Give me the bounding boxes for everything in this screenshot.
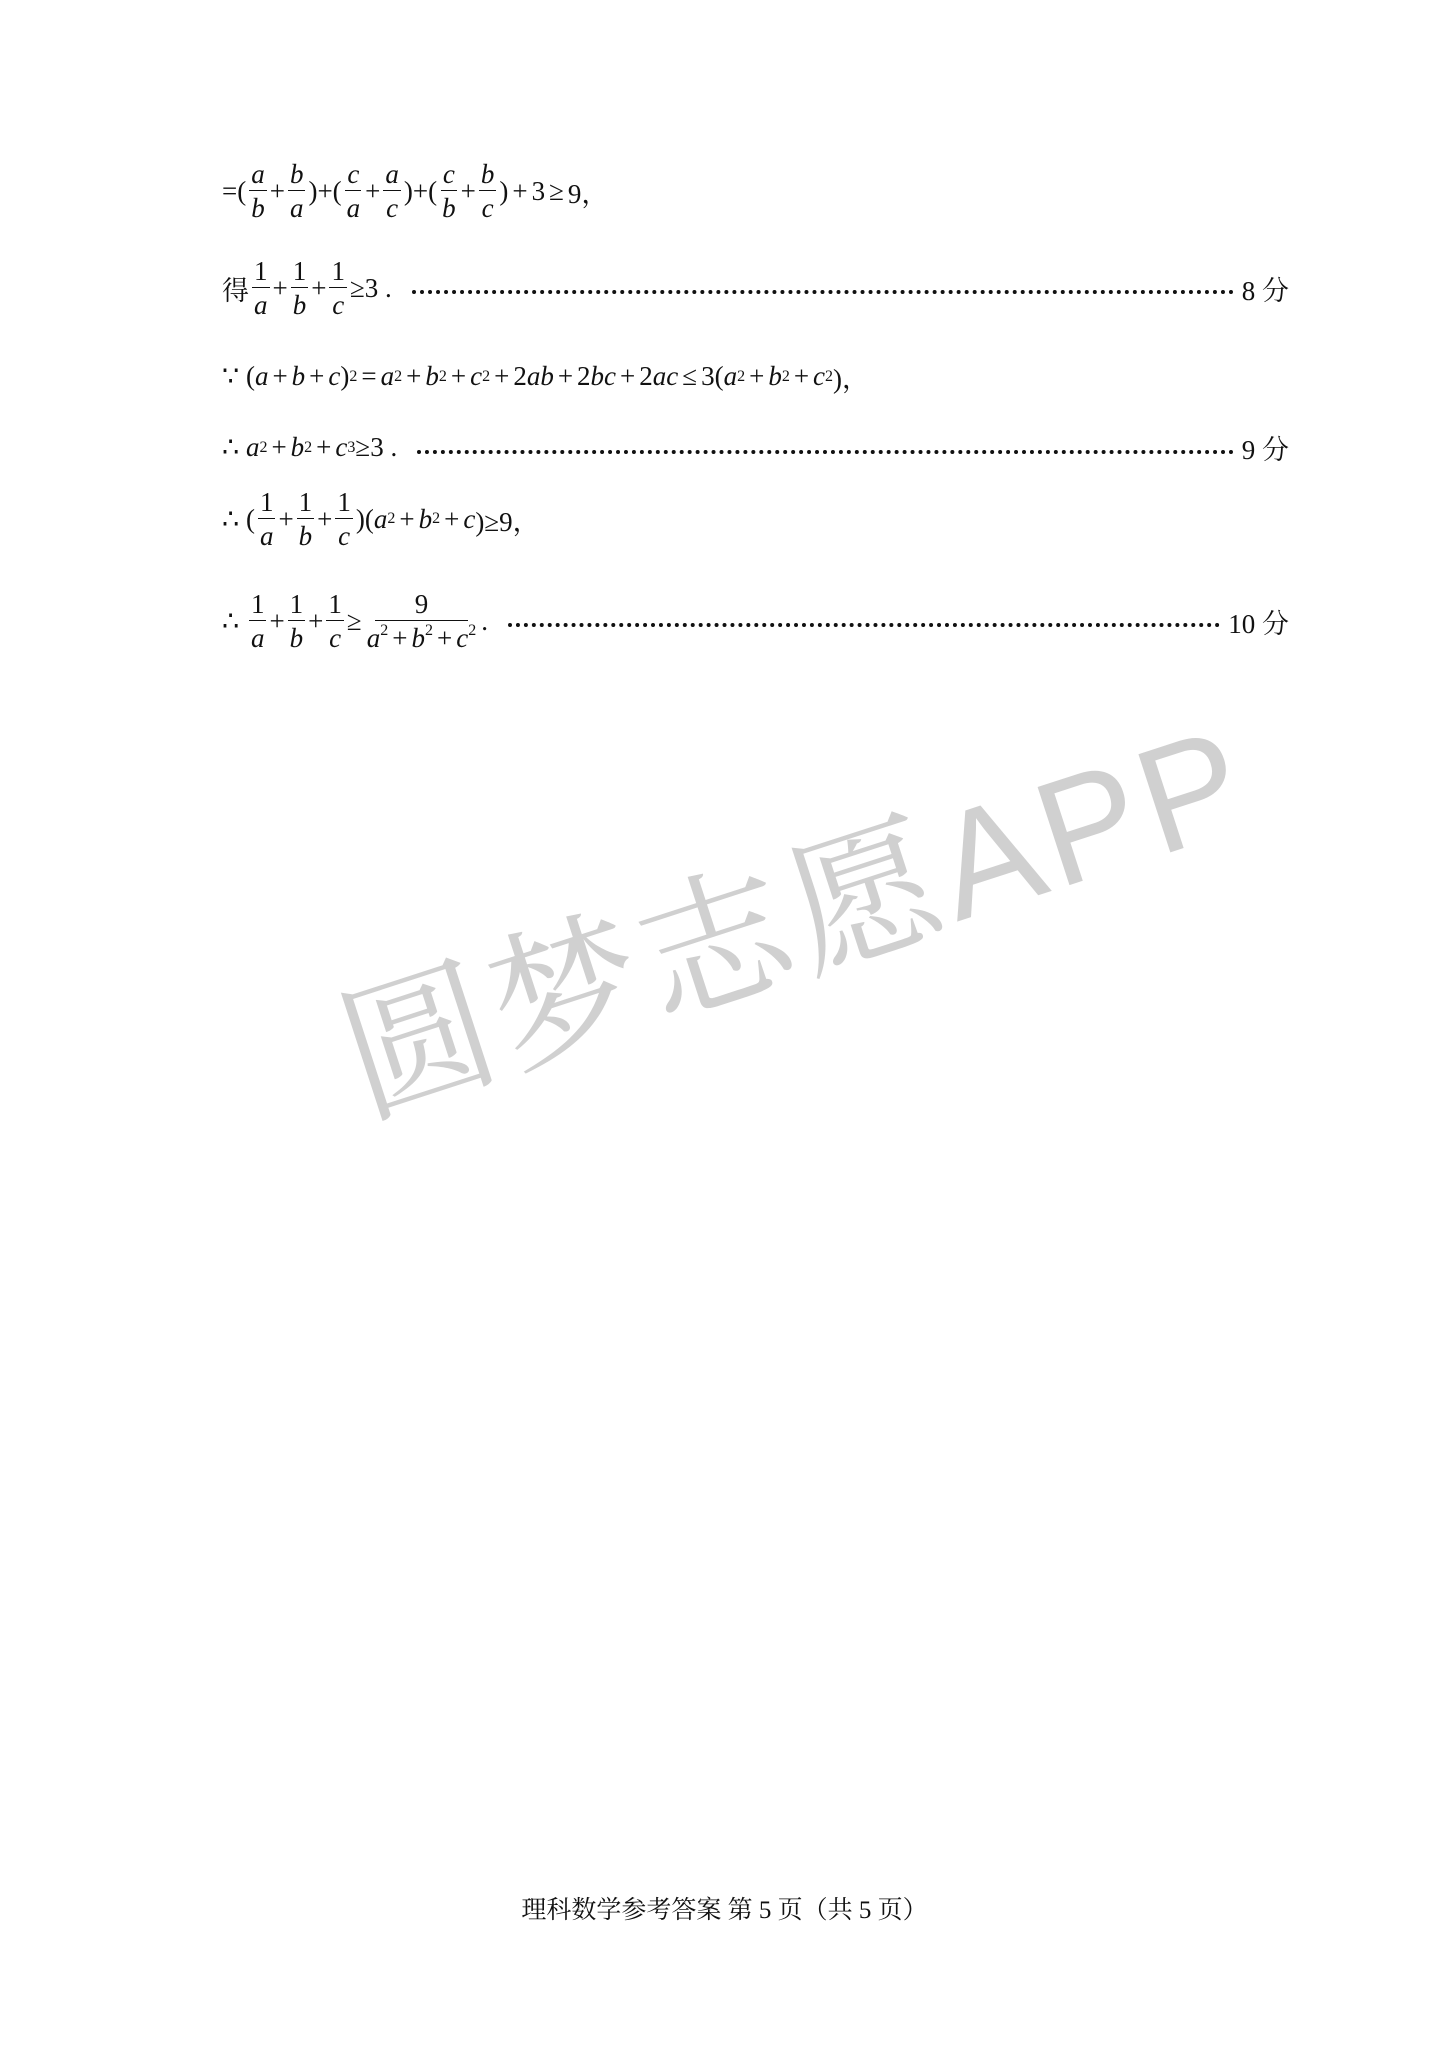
expression-product-bound: ( $\frac{1}{a}$ + $\frac{1}{b}$ + $\frac{1}{c}$ )( a 2 + b 2 + c )≥9， bbox=[239, 487, 540, 552]
math-line-3 bbox=[222, 357, 1289, 396]
expression-square-sum-bound: a 2 + b 2 + c 3 ≥3 . bbox=[245, 432, 398, 462]
expression-sum-of-ratios: =( $\frac{a}{b}$ + $\frac{b}{a}$ )+( $\frac{c}{a}$ + $\frac{a}{c}$ )+( $\frac{c}{b}$ + $\frac{b}{c}$ ) + 3 ≥ 9， bbox=[222, 159, 609, 224]
line-prefix: ∵ bbox=[222, 361, 240, 391]
score-label: 8 分 bbox=[1241, 275, 1289, 306]
watermark: 圆梦志愿APP bbox=[321, 694, 1270, 1145]
page-footer: 理科数学参考答案 第 5 页（共 5 页） bbox=[521, 1897, 928, 1924]
score-label: 9 分 bbox=[1241, 435, 1289, 465]
line-prefix: 得 bbox=[222, 275, 249, 306]
math-line-1 bbox=[222, 160, 1289, 223]
line-prefix: ∴ bbox=[222, 432, 240, 462]
math-line-4 bbox=[222, 428, 1289, 467]
math-line-5 bbox=[222, 488, 1289, 551]
expression-reciprocal-sum: $\frac{1}{a}$ + $\frac{1}{b}$ + $\frac{1}{c}$ ≥3 . bbox=[254, 256, 392, 321]
dot-leader bbox=[508, 623, 1220, 627]
math-line-2 bbox=[222, 257, 1289, 320]
expression-square-expansion: ( a + b + c ) 2 = a 2 + b 2 + c 2 + 2 ab + 2 bc + 2 ac ≤ 3( a 2 + b 2 + c 2 )， bbox=[239, 361, 870, 394]
dot-leader bbox=[417, 450, 1234, 454]
line-prefix: ∴ bbox=[222, 503, 240, 534]
math-line-6 bbox=[222, 590, 1289, 653]
line-prefix: ∴ bbox=[222, 605, 240, 636]
score-label: 10 分 bbox=[1228, 608, 1289, 639]
expression-final-result: $\frac{1}{a}$ + $\frac{1}{b}$ + $\frac{1}{c}$ ≥ $\frac{9}{a^2 + b^2 + c^2}$ . bbox=[250, 589, 488, 654]
dot-leader bbox=[412, 290, 1234, 294]
